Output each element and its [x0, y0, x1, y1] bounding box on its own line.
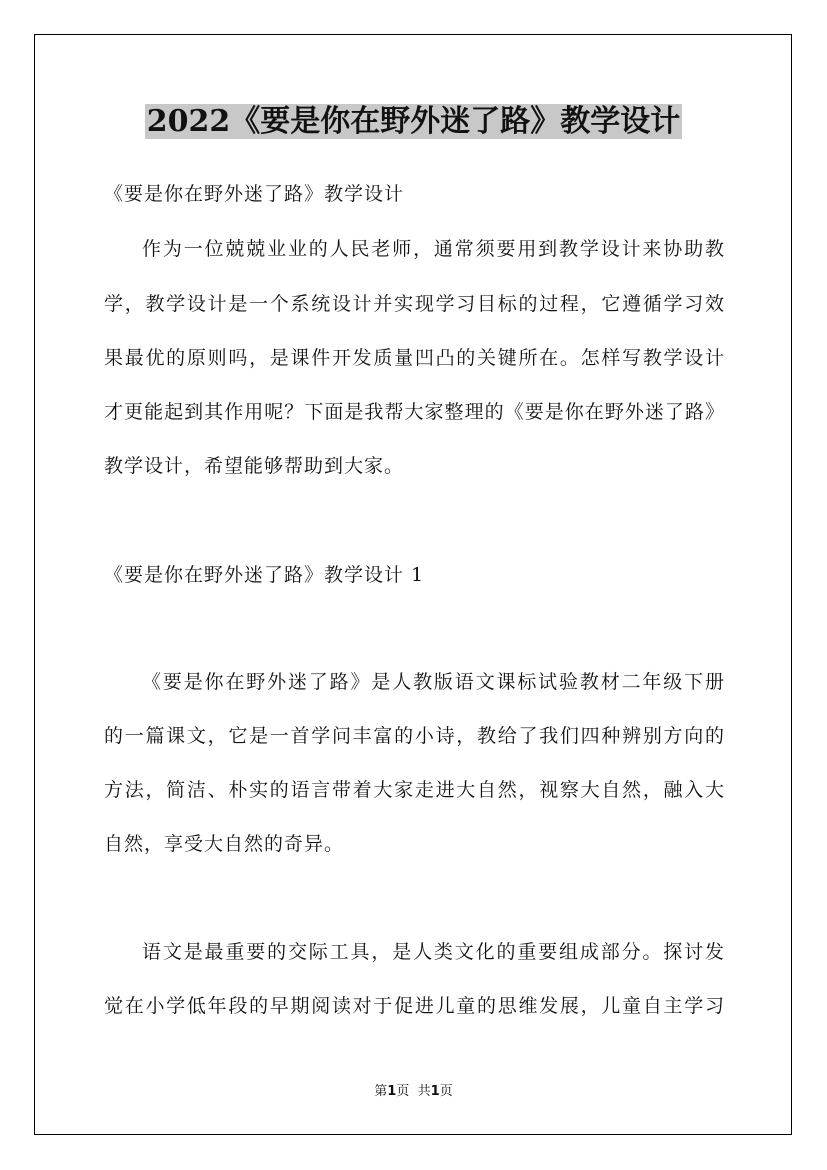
paragraph2-line-1: 语文是最重要的交际工具，是人类文化的重要组成部分。探讨发	[142, 941, 725, 963]
footer-total-number: 1	[430, 1084, 440, 1099]
paragraph1-line-4: 自然，享受大自然的奇异。	[104, 833, 345, 855]
paragraph1-line-2: 的一篇课文，它是一首学问丰富的小诗，教给了我们四种辨别方向的	[104, 725, 725, 747]
footer-page-suffix: 页	[396, 1084, 410, 1099]
footer-page-number: 1	[387, 1084, 397, 1099]
paragraph1-line-1: 《要是你在野外迷了路》是人教版语文课标试验教材二年级下册	[142, 671, 725, 693]
footer-total-suffix: 页	[439, 1084, 453, 1099]
intro-line-5: 教学设计，希望能够帮助到大家。	[104, 455, 405, 477]
paragraph2-line-2: 觉在小学低年段的早期阅读对于促进儿童的思维发展，儿童自主学习	[104, 995, 725, 1017]
document-title-text: 2022《要是你在野外迷了路》教学设计	[146, 104, 681, 139]
document-title	[0, 100, 827, 144]
paragraph1-line-3: 方法，简洁、朴实的语言带着大家走进大自然，视察大自然，融入大	[104, 779, 725, 801]
intro-line-3: 果最优的原则吗，是课件开发质量凹凸的关键所在。怎样写教学设计	[104, 347, 725, 369]
page-footer	[0, 1083, 827, 1101]
footer-total-prefix: 共	[417, 1084, 431, 1099]
footer-page-prefix: 第	[374, 1084, 388, 1099]
intro-line-4: 才更能起到其作用呢？下面是我帮大家整理的《要是你在野外迷了路》	[104, 401, 725, 423]
intro-line-1: 作为一位兢兢业业的人民老师，通常须要用到教学设计来协助教	[142, 238, 725, 260]
document-subtitle: 《要是你在野外迷了路》教学设计	[104, 183, 405, 205]
section-heading: 《要是你在野外迷了路》教学设计 1	[104, 564, 425, 586]
intro-line-2: 学，教学设计是一个系统设计并实现学习目标的过程，它遵循学习效	[104, 293, 725, 315]
